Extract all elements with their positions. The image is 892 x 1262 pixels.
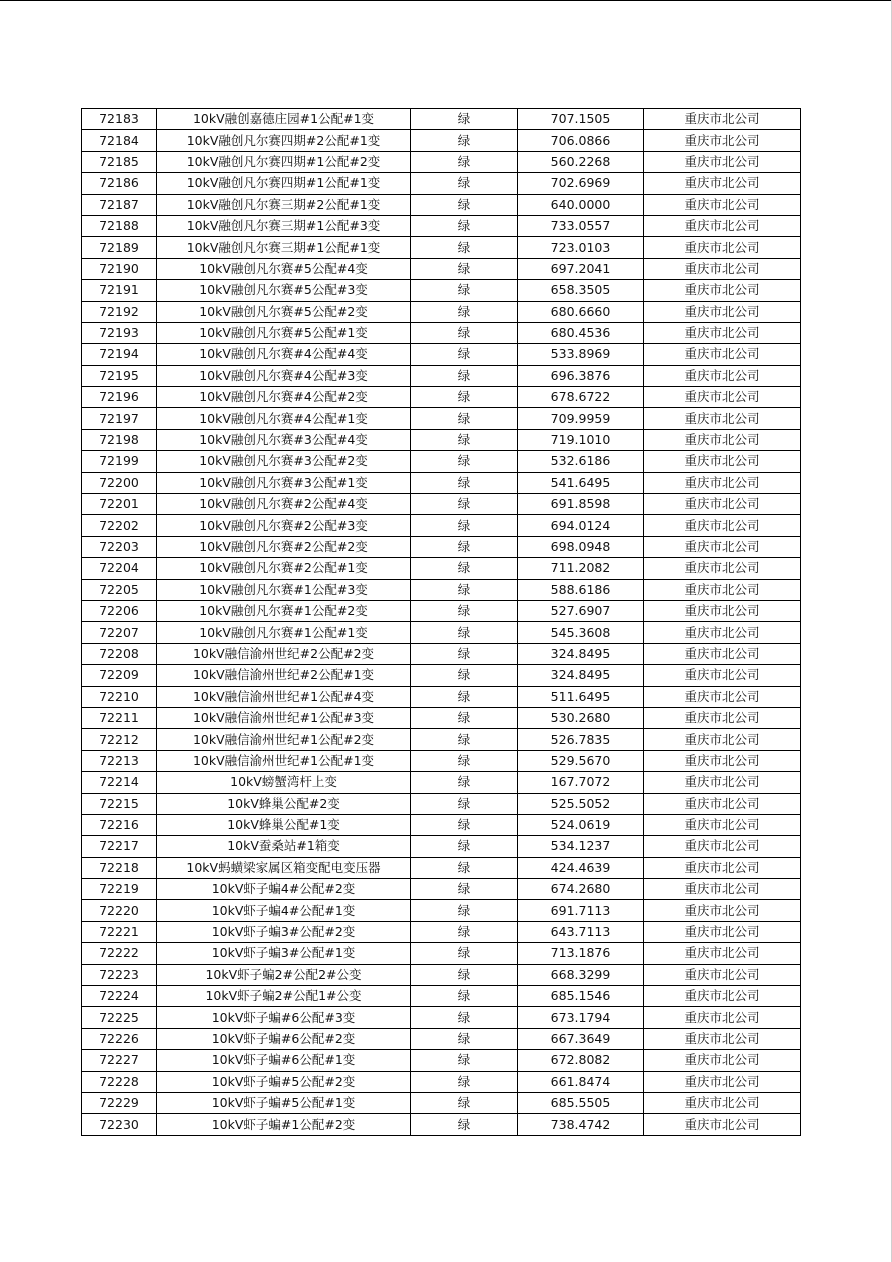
- row-id-cell: 72203: [82, 536, 157, 557]
- table-row: [82, 109, 801, 130]
- transformer-name-cell: 10kV融创凡尔赛#4公配#2变: [157, 387, 411, 408]
- value-cell: 698.0948: [518, 536, 644, 557]
- table-row: [82, 215, 801, 236]
- table-row: [82, 814, 801, 835]
- table-row: [82, 365, 801, 386]
- table-row: [82, 729, 801, 750]
- transformer-name-cell: 10kV融创凡尔赛#1公配#3变: [157, 579, 411, 600]
- transformer-name-cell: 10kV融创凡尔赛#2公配#1变: [157, 558, 411, 579]
- table-row: [82, 579, 801, 600]
- company-cell: 重庆市北公司: [644, 943, 801, 964]
- company-cell: 重庆市北公司: [644, 472, 801, 493]
- company-cell: 重庆市北公司: [644, 1114, 801, 1135]
- value-cell: 534.1237: [518, 836, 644, 857]
- status-color-cell: 绿: [411, 836, 518, 857]
- value-cell: 678.6722: [518, 387, 644, 408]
- status-color-cell: 绿: [411, 451, 518, 472]
- company-cell: 重庆市北公司: [644, 793, 801, 814]
- row-id-cell: 72213: [82, 750, 157, 771]
- status-color-cell: 绿: [411, 600, 518, 621]
- status-color-cell: 绿: [411, 194, 518, 215]
- transformer-name-cell: 10kV融创凡尔赛四期#1公配#2变: [157, 151, 411, 172]
- transformer-table: [81, 108, 801, 1136]
- value-cell: 711.2082: [518, 558, 644, 579]
- company-cell: 重庆市北公司: [644, 686, 801, 707]
- company-cell: 重庆市北公司: [644, 429, 801, 450]
- status-color-cell: 绿: [411, 558, 518, 579]
- transformer-name-cell: 10kV融创凡尔赛#5公配#3变: [157, 280, 411, 301]
- transformer-name-cell: 10kV融信渝州世纪#1公配#2变: [157, 729, 411, 750]
- company-cell: 重庆市北公司: [644, 879, 801, 900]
- table-row: [82, 857, 801, 878]
- row-id-cell: 72222: [82, 943, 157, 964]
- status-color-cell: 绿: [411, 536, 518, 557]
- value-cell: 324.8495: [518, 665, 644, 686]
- row-id-cell: 72220: [82, 900, 157, 921]
- row-id-cell: 72185: [82, 151, 157, 172]
- company-cell: 重庆市北公司: [644, 579, 801, 600]
- transformer-name-cell: 10kV虾子蝙#6公配#2变: [157, 1028, 411, 1049]
- table-body: [82, 109, 801, 1136]
- status-color-cell: 绿: [411, 622, 518, 643]
- transformer-name-cell: 10kV融创凡尔赛#5公配#2变: [157, 301, 411, 322]
- company-cell: 重庆市北公司: [644, 1092, 801, 1113]
- row-id-cell: 72195: [82, 365, 157, 386]
- transformer-name-cell: 10kV虾子蝙4#公配#1变: [157, 900, 411, 921]
- status-color-cell: 绿: [411, 707, 518, 728]
- status-color-cell: 绿: [411, 1092, 518, 1113]
- value-cell: 527.6907: [518, 600, 644, 621]
- row-id-cell: 72188: [82, 215, 157, 236]
- row-id-cell: 72197: [82, 408, 157, 429]
- transformer-name-cell: 10kV融信渝州世纪#1公配#1变: [157, 750, 411, 771]
- status-color-cell: 绿: [411, 772, 518, 793]
- value-cell: 691.8598: [518, 494, 644, 515]
- company-cell: 重庆市北公司: [644, 109, 801, 130]
- status-color-cell: 绿: [411, 151, 518, 172]
- table-row: [82, 344, 801, 365]
- company-cell: 重庆市北公司: [644, 494, 801, 515]
- value-cell: 707.1505: [518, 109, 644, 130]
- table-row: [82, 772, 801, 793]
- table-row: [82, 536, 801, 557]
- company-cell: 重庆市北公司: [644, 836, 801, 857]
- transformer-name-cell: 10kV融创凡尔赛#3公配#4变: [157, 429, 411, 450]
- value-cell: 697.2041: [518, 258, 644, 279]
- row-id-cell: 72229: [82, 1092, 157, 1113]
- transformer-name-cell: 10kV虾子蝙#1公配#2变: [157, 1114, 411, 1135]
- table-row: [82, 600, 801, 621]
- value-cell: 545.3608: [518, 622, 644, 643]
- table-row: [82, 194, 801, 215]
- transformer-name-cell: 10kV融创凡尔赛#2公配#4变: [157, 494, 411, 515]
- company-cell: 重庆市北公司: [644, 665, 801, 686]
- value-cell: 524.0619: [518, 814, 644, 835]
- row-id-cell: 72183: [82, 109, 157, 130]
- row-id-cell: 72194: [82, 344, 157, 365]
- row-id-cell: 72190: [82, 258, 157, 279]
- company-cell: 重庆市北公司: [644, 964, 801, 985]
- company-cell: 重庆市北公司: [644, 258, 801, 279]
- company-cell: 重庆市北公司: [644, 900, 801, 921]
- status-color-cell: 绿: [411, 986, 518, 1007]
- table-row: [82, 515, 801, 536]
- value-cell: 672.8082: [518, 1050, 644, 1071]
- row-id-cell: 72215: [82, 793, 157, 814]
- status-color-cell: 绿: [411, 130, 518, 151]
- table-row: [82, 1007, 801, 1028]
- value-cell: 668.3299: [518, 964, 644, 985]
- value-cell: 324.8495: [518, 643, 644, 664]
- value-cell: 694.0124: [518, 515, 644, 536]
- value-cell: 530.2680: [518, 707, 644, 728]
- company-cell: 重庆市北公司: [644, 387, 801, 408]
- transformer-name-cell: 10kV融创凡尔赛#3公配#2变: [157, 451, 411, 472]
- row-id-cell: 72214: [82, 772, 157, 793]
- table-row: [82, 1071, 801, 1092]
- transformer-name-cell: 10kV融创嘉德庄园#1公配#1变: [157, 109, 411, 130]
- status-color-cell: 绿: [411, 900, 518, 921]
- row-id-cell: 72225: [82, 1007, 157, 1028]
- company-cell: 重庆市北公司: [644, 857, 801, 878]
- row-id-cell: 72208: [82, 643, 157, 664]
- value-cell: 685.5505: [518, 1092, 644, 1113]
- transformer-name-cell: 10kV融创凡尔赛#2公配#2变: [157, 536, 411, 557]
- transformer-name-cell: 10kV蜂巢公配#2变: [157, 793, 411, 814]
- transformer-name-cell: 10kV融创凡尔赛#1公配#2变: [157, 600, 411, 621]
- row-id-cell: 72191: [82, 280, 157, 301]
- transformer-name-cell: 10kV融创凡尔赛四期#2公配#1变: [157, 130, 411, 151]
- table-row: [82, 622, 801, 643]
- value-cell: 541.6495: [518, 472, 644, 493]
- transformer-name-cell: 10kV融创凡尔赛#5公配#1变: [157, 322, 411, 343]
- transformer-name-cell: 10kV融创凡尔赛#1公配#1变: [157, 622, 411, 643]
- value-cell: 702.6969: [518, 173, 644, 194]
- table-row: [82, 793, 801, 814]
- value-cell: 532.6186: [518, 451, 644, 472]
- status-color-cell: 绿: [411, 494, 518, 515]
- company-cell: 重庆市北公司: [644, 1007, 801, 1028]
- company-cell: 重庆市北公司: [644, 130, 801, 151]
- transformer-name-cell: 10kV融创凡尔赛#3公配#1变: [157, 472, 411, 493]
- company-cell: 重庆市北公司: [644, 622, 801, 643]
- row-id-cell: 72218: [82, 857, 157, 878]
- row-id-cell: 72187: [82, 194, 157, 215]
- status-color-cell: 绿: [411, 215, 518, 236]
- status-color-cell: 绿: [411, 750, 518, 771]
- row-id-cell: 72212: [82, 729, 157, 750]
- company-cell: 重庆市北公司: [644, 643, 801, 664]
- row-id-cell: 72216: [82, 814, 157, 835]
- table-row: [82, 451, 801, 472]
- row-id-cell: 72205: [82, 579, 157, 600]
- table-row: [82, 643, 801, 664]
- status-color-cell: 绿: [411, 1050, 518, 1071]
- transformer-name-cell: 10kV蚕桑站#1箱变: [157, 836, 411, 857]
- company-cell: 重庆市北公司: [644, 173, 801, 194]
- row-id-cell: 72230: [82, 1114, 157, 1135]
- row-id-cell: 72202: [82, 515, 157, 536]
- table-row: [82, 921, 801, 942]
- company-cell: 重庆市北公司: [644, 237, 801, 258]
- company-cell: 重庆市北公司: [644, 280, 801, 301]
- status-color-cell: 绿: [411, 387, 518, 408]
- value-cell: 661.8474: [518, 1071, 644, 1092]
- row-id-cell: 72204: [82, 558, 157, 579]
- transformer-name-cell: 10kV虾子蝙#5公配#1变: [157, 1092, 411, 1113]
- table-row: [82, 494, 801, 515]
- status-color-cell: 绿: [411, 280, 518, 301]
- value-cell: 643.7113: [518, 921, 644, 942]
- table-row: [82, 964, 801, 985]
- transformer-name-cell: 10kV融创凡尔赛#4公配#1变: [157, 408, 411, 429]
- status-color-cell: 绿: [411, 1028, 518, 1049]
- table-row: [82, 943, 801, 964]
- transformer-name-cell: 10kV融信渝州世纪#1公配#4变: [157, 686, 411, 707]
- row-id-cell: 72201: [82, 494, 157, 515]
- table-row: [82, 173, 801, 194]
- table-row: [82, 879, 801, 900]
- value-cell: 424.4639: [518, 857, 644, 878]
- company-cell: 重庆市北公司: [644, 1050, 801, 1071]
- status-color-cell: 绿: [411, 1114, 518, 1135]
- transformer-name-cell: 10kV虾子蝙2#公配2#公变: [157, 964, 411, 985]
- row-id-cell: 72206: [82, 600, 157, 621]
- status-color-cell: 绿: [411, 643, 518, 664]
- table-row: [82, 707, 801, 728]
- value-cell: 167.7072: [518, 772, 644, 793]
- company-cell: 重庆市北公司: [644, 750, 801, 771]
- value-cell: 640.0000: [518, 194, 644, 215]
- value-cell: 680.4536: [518, 322, 644, 343]
- value-cell: 525.5052: [518, 793, 644, 814]
- company-cell: 重庆市北公司: [644, 729, 801, 750]
- status-color-cell: 绿: [411, 729, 518, 750]
- company-cell: 重庆市北公司: [644, 772, 801, 793]
- transformer-name-cell: 10kV融信渝州世纪#2公配#1变: [157, 665, 411, 686]
- transformer-name-cell: 10kV虾子蝙#6公配#1变: [157, 1050, 411, 1071]
- company-cell: 重庆市北公司: [644, 1071, 801, 1092]
- row-id-cell: 72227: [82, 1050, 157, 1071]
- value-cell: 706.0866: [518, 130, 644, 151]
- transformer-name-cell: 10kV虾子蝙3#公配#2变: [157, 921, 411, 942]
- transformer-name-cell: 10kV虾子蝙2#公配1#公变: [157, 986, 411, 1007]
- row-id-cell: 72196: [82, 387, 157, 408]
- table-row: [82, 472, 801, 493]
- status-color-cell: 绿: [411, 472, 518, 493]
- table-row: [82, 1050, 801, 1071]
- transformer-name-cell: 10kV蜂巢公配#1变: [157, 814, 411, 835]
- status-color-cell: 绿: [411, 515, 518, 536]
- row-id-cell: 72192: [82, 301, 157, 322]
- status-color-cell: 绿: [411, 109, 518, 130]
- table-row: [82, 280, 801, 301]
- company-cell: 重庆市北公司: [644, 344, 801, 365]
- status-color-cell: 绿: [411, 579, 518, 600]
- row-id-cell: 72209: [82, 665, 157, 686]
- transformer-name-cell: 10kV融创凡尔赛三期#2公配#1变: [157, 194, 411, 215]
- value-cell: 719.1010: [518, 429, 644, 450]
- company-cell: 重庆市北公司: [644, 921, 801, 942]
- row-id-cell: 72228: [82, 1071, 157, 1092]
- row-id-cell: 72199: [82, 451, 157, 472]
- transformer-name-cell: 10kV虾子蝙#5公配#2变: [157, 1071, 411, 1092]
- value-cell: 673.1794: [518, 1007, 644, 1028]
- value-cell: 696.3876: [518, 365, 644, 386]
- company-cell: 重庆市北公司: [644, 986, 801, 1007]
- transformer-name-cell: 10kV融创凡尔赛三期#1公配#3变: [157, 215, 411, 236]
- company-cell: 重庆市北公司: [644, 194, 801, 215]
- row-id-cell: 72221: [82, 921, 157, 942]
- status-color-cell: 绿: [411, 365, 518, 386]
- row-id-cell: 72189: [82, 237, 157, 258]
- table-row: [82, 665, 801, 686]
- table-row: [82, 408, 801, 429]
- company-cell: 重庆市北公司: [644, 536, 801, 557]
- table-row: [82, 836, 801, 857]
- status-color-cell: 绿: [411, 665, 518, 686]
- row-id-cell: 72184: [82, 130, 157, 151]
- transformer-name-cell: 10kV融信渝州世纪#2公配#2变: [157, 643, 411, 664]
- transformer-name-cell: 10kV螃蟹湾杆上变: [157, 772, 411, 793]
- company-cell: 重庆市北公司: [644, 301, 801, 322]
- transformer-name-cell: 10kV融创凡尔赛#5公配#4变: [157, 258, 411, 279]
- status-color-cell: 绿: [411, 857, 518, 878]
- value-cell: 588.6186: [518, 579, 644, 600]
- value-cell: 658.3505: [518, 280, 644, 301]
- row-id-cell: 72198: [82, 429, 157, 450]
- transformer-name-cell: 10kV虾子蝙#6公配#3变: [157, 1007, 411, 1028]
- row-id-cell: 72207: [82, 622, 157, 643]
- company-cell: 重庆市北公司: [644, 515, 801, 536]
- table-row: [82, 151, 801, 172]
- table-row: [82, 986, 801, 1007]
- company-cell: 重庆市北公司: [644, 707, 801, 728]
- transformer-name-cell: 10kV虾子蝙4#公配#2变: [157, 879, 411, 900]
- value-cell: 533.8969: [518, 344, 644, 365]
- company-cell: 重庆市北公司: [644, 600, 801, 621]
- value-cell: 733.0557: [518, 215, 644, 236]
- value-cell: 738.4742: [518, 1114, 644, 1135]
- table-row: [82, 429, 801, 450]
- value-cell: 560.2268: [518, 151, 644, 172]
- status-color-cell: 绿: [411, 237, 518, 258]
- status-color-cell: 绿: [411, 793, 518, 814]
- table-row: [82, 1114, 801, 1135]
- status-color-cell: 绿: [411, 408, 518, 429]
- row-id-cell: 72223: [82, 964, 157, 985]
- transformer-name-cell: 10kV融创凡尔赛四期#1公配#1变: [157, 173, 411, 194]
- status-color-cell: 绿: [411, 879, 518, 900]
- status-color-cell: 绿: [411, 301, 518, 322]
- row-id-cell: 72219: [82, 879, 157, 900]
- transformer-name-cell: 10kV虾子蝙3#公配#1变: [157, 943, 411, 964]
- status-color-cell: 绿: [411, 173, 518, 194]
- status-color-cell: 绿: [411, 322, 518, 343]
- status-color-cell: 绿: [411, 943, 518, 964]
- company-cell: 重庆市北公司: [644, 151, 801, 172]
- row-id-cell: 72200: [82, 472, 157, 493]
- table-row: [82, 301, 801, 322]
- table-row: [82, 322, 801, 343]
- status-color-cell: 绿: [411, 258, 518, 279]
- transformer-name-cell: 10kV蚂蟥梁家属区箱变配电变压器: [157, 857, 411, 878]
- status-color-cell: 绿: [411, 921, 518, 942]
- value-cell: 713.1876: [518, 943, 644, 964]
- value-cell: 691.7113: [518, 900, 644, 921]
- transformer-name-cell: 10kV融创凡尔赛三期#1公配#1变: [157, 237, 411, 258]
- row-id-cell: 72193: [82, 322, 157, 343]
- company-cell: 重庆市北公司: [644, 365, 801, 386]
- transformer-name-cell: 10kV融信渝州世纪#1公配#3变: [157, 707, 411, 728]
- company-cell: 重庆市北公司: [644, 814, 801, 835]
- transformer-name-cell: 10kV融创凡尔赛#4公配#4变: [157, 344, 411, 365]
- company-cell: 重庆市北公司: [644, 322, 801, 343]
- status-color-cell: 绿: [411, 344, 518, 365]
- value-cell: 667.3649: [518, 1028, 644, 1049]
- value-cell: 709.9959: [518, 408, 644, 429]
- value-cell: 526.7835: [518, 729, 644, 750]
- transformer-name-cell: 10kV融创凡尔赛#4公配#3变: [157, 365, 411, 386]
- company-cell: 重庆市北公司: [644, 451, 801, 472]
- row-id-cell: 72210: [82, 686, 157, 707]
- table-row: [82, 387, 801, 408]
- status-color-cell: 绿: [411, 1071, 518, 1092]
- value-cell: 529.5670: [518, 750, 644, 771]
- status-color-cell: 绿: [411, 1007, 518, 1028]
- status-color-cell: 绿: [411, 686, 518, 707]
- page-top-border: [0, 0, 892, 1]
- table-row: [82, 1092, 801, 1113]
- company-cell: 重庆市北公司: [644, 408, 801, 429]
- company-cell: 重庆市北公司: [644, 558, 801, 579]
- company-cell: 重庆市北公司: [644, 215, 801, 236]
- table-row: [82, 237, 801, 258]
- status-color-cell: 绿: [411, 429, 518, 450]
- table-row: [82, 686, 801, 707]
- row-id-cell: 72211: [82, 707, 157, 728]
- transformer-name-cell: 10kV融创凡尔赛#2公配#3变: [157, 515, 411, 536]
- table-row: [82, 900, 801, 921]
- row-id-cell: 72226: [82, 1028, 157, 1049]
- value-cell: 680.6660: [518, 301, 644, 322]
- table-row: [82, 750, 801, 771]
- table-row: [82, 1028, 801, 1049]
- table-row: [82, 258, 801, 279]
- value-cell: 685.1546: [518, 986, 644, 1007]
- value-cell: 723.0103: [518, 237, 644, 258]
- value-cell: 674.2680: [518, 879, 644, 900]
- status-color-cell: 绿: [411, 964, 518, 985]
- value-cell: 511.6495: [518, 686, 644, 707]
- row-id-cell: 72186: [82, 173, 157, 194]
- row-id-cell: 72217: [82, 836, 157, 857]
- row-id-cell: 72224: [82, 986, 157, 1007]
- table-row: [82, 130, 801, 151]
- company-cell: 重庆市北公司: [644, 1028, 801, 1049]
- status-color-cell: 绿: [411, 814, 518, 835]
- table-row: [82, 558, 801, 579]
